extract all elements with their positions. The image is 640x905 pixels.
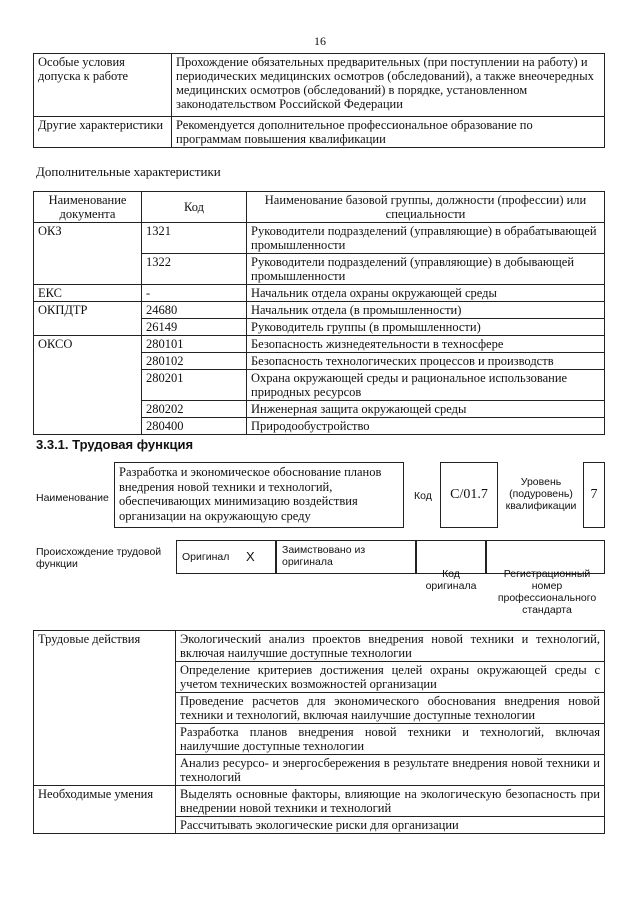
table-row: [34, 786, 605, 817]
action-item: Проведение расчетов для экономического обоснования внедрения новой техники и технологий, включая наилучшие доступные технологии: [176, 693, 605, 724]
code-cell: 280101: [142, 336, 247, 353]
level-label: Уровень (подуровень) квалификации: [505, 476, 577, 512]
characteristics-table: [33, 191, 605, 435]
action-item: Экологический анализ проектов внедрения новой техники и технологий, включая наилучшие доступные технологии: [176, 631, 605, 662]
code-label: Код: [414, 490, 432, 502]
code-cell: 280202: [142, 401, 247, 418]
table-row: [34, 336, 605, 353]
name-cell: Начальник отдела охраны окружающей среды: [247, 285, 605, 302]
code-cell: 24680: [142, 302, 247, 319]
skill-item: Рассчитывать экологические риски для организации: [176, 817, 605, 834]
code-cell: 26149: [142, 319, 247, 336]
code-cell: 280201: [142, 370, 247, 401]
table-row: [34, 54, 605, 117]
name-cell: Инженерная защита окружающей среды: [247, 401, 605, 418]
action-item: Анализ ресурсо- и энергосбережения в результате внедрения новой техники и технологий: [176, 755, 605, 786]
row-label: Особые условия допуска к работе: [34, 54, 172, 117]
row-text: Прохождение обязательных предварительных (при поступлении на работу) и периодических медицинских осмотров (обследований), а также внеочередных медицинских осмотров (обследований) в порядке, установленном законодательством Российской Федерации: [172, 54, 605, 117]
header-name: Наименование базовой группы, должности (профессии) или специальности: [247, 192, 605, 223]
code-cell: 280102: [142, 353, 247, 370]
skill-item: Выделять основные факторы, влияющие на экологическую безопасность при внедрении новой техники и технологий: [176, 786, 605, 817]
name-cell: Руководитель группы (в промышленности): [247, 319, 605, 336]
row-text: Рекомендуется дополнительное профессиональное образование по программам повышения квалификации: [172, 117, 605, 148]
doc-cell: ОКСО: [34, 336, 142, 435]
original-label: Оригинал: [182, 551, 230, 563]
section-title: 3.3.1. Трудовая функция: [36, 437, 194, 452]
name-cell: Безопасность технологических процессов и производств: [247, 353, 605, 370]
row-label: Другие характеристики: [34, 117, 172, 148]
doc-cell: ЕКС: [34, 285, 142, 302]
origin-label: Происхождение трудовой функции: [36, 546, 162, 570]
name-label: Наименование: [36, 492, 109, 504]
code-caption: Код оригинала: [425, 568, 477, 592]
table-row: [34, 223, 605, 254]
conditions-table: [33, 53, 605, 148]
table-row: [34, 117, 605, 148]
code-cell: -: [142, 285, 247, 302]
code-cell: 280400: [142, 418, 247, 435]
name-cell: Охрана окружающей среды и рациональное использование природных ресурсов: [247, 370, 605, 401]
doc-cell: ОКПДТР: [34, 302, 142, 336]
header-doc: Наименование документа: [34, 192, 142, 223]
table-row: [34, 302, 605, 319]
action-item: Разработка планов внедрения новой техники и технологий, включая наилучшие доступные технологии: [176, 724, 605, 755]
name-cell: Природообустройство: [247, 418, 605, 435]
level-value: 7: [583, 462, 605, 528]
action-item: Определение критериев достижения целей охраны окружающей среды с учетом технических возможностей организации: [176, 662, 605, 693]
code-cell: 1321: [142, 223, 247, 254]
borrowed-label: Заимствовано из оригинала: [282, 544, 366, 568]
actions-label: Трудовые действия: [34, 631, 176, 786]
name-cell: Руководители подразделений (управляющие) в обрабатывающей промышленности: [247, 223, 605, 254]
function-code: C/01.7: [440, 462, 498, 528]
actions-table: [33, 630, 605, 834]
table-header: [34, 192, 605, 223]
table-row: [34, 631, 605, 662]
function-name: Разработка и экономическое обоснование планов внедрения новой техники и технологий, обеспечивающих минимизацию воздействия организации на окружающую среду: [114, 462, 404, 528]
name-cell: Безопасность жизнедеятельности в техносфере: [247, 336, 605, 353]
page-number: 16: [314, 34, 326, 48]
skills-label: Необходимые умения: [34, 786, 176, 834]
header-code: Код: [142, 192, 247, 223]
original-mark: X: [246, 549, 255, 564]
reg-caption: Регистрационный номер профессионального стандарта: [497, 568, 597, 616]
code-cell: 1322: [142, 254, 247, 285]
name-cell: Руководители подразделений (управляющие) в добывающей промышленности: [247, 254, 605, 285]
doc-cell: ОКЗ: [34, 223, 142, 285]
additional-title: Дополнительные характеристики: [36, 164, 221, 179]
table-row: [34, 285, 605, 302]
name-cell: Начальник отдела (в промышленности): [247, 302, 605, 319]
